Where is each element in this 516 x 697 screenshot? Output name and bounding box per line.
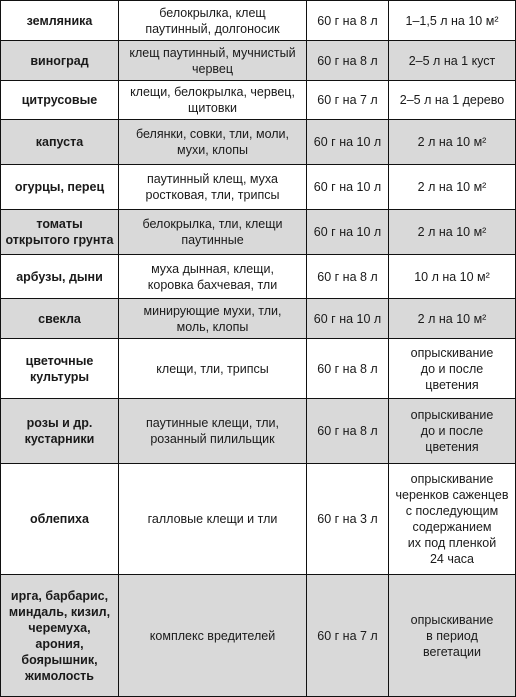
dose-cell: 60 г на 8 л <box>307 1 389 41</box>
pests-cell: минирующие мухи, тли, моль, клопы <box>119 299 307 339</box>
dose-cell: 60 г на 8 л <box>307 399 389 464</box>
consumption-cell: 2 л на 10 м² <box>389 210 516 255</box>
culture-cell: томаты открытого грунта <box>1 210 119 255</box>
consumption-cell: опрыскивание до и после цветения <box>389 399 516 464</box>
table-row <box>1 399 516 464</box>
culture-cell: капуста <box>1 120 119 165</box>
table-row <box>1 81 516 120</box>
pests-cell: галловые клещи и тли <box>119 464 307 575</box>
dose-cell: 60 г на 10 л <box>307 165 389 210</box>
dose-cell: 60 г на 8 л <box>307 339 389 399</box>
consumption-cell: 2–5 л на 1 куст <box>389 41 516 81</box>
pests-cell: комплекс вредителей <box>119 575 307 697</box>
dose-cell: 60 г на 7 л <box>307 575 389 697</box>
dose-cell: 60 г на 7 л <box>307 81 389 120</box>
culture-cell: розы и др. кустарники <box>1 399 119 464</box>
table-row <box>1 165 516 210</box>
table-row <box>1 41 516 81</box>
table-row <box>1 575 516 697</box>
culture-cell: виноград <box>1 41 119 81</box>
consumption-cell: 2 л на 10 м² <box>389 299 516 339</box>
consumption-cell: 2 л на 10 м² <box>389 120 516 165</box>
consumption-cell: 1–1,5 л на 10 м² <box>389 1 516 41</box>
consumption-cell: 2 л на 10 м² <box>389 165 516 210</box>
dose-cell: 60 г на 8 л <box>307 255 389 299</box>
culture-cell: огурцы, перец <box>1 165 119 210</box>
culture-cell: свекла <box>1 299 119 339</box>
consumption-cell: опрыскивание в период вегетации <box>389 575 516 697</box>
table-row <box>1 210 516 255</box>
table-row <box>1 1 516 41</box>
culture-cell: ирга, барбарис, миндаль, кизил, черемуха, арония, боярышник, жимолость <box>1 575 119 697</box>
dose-cell: 60 г на 10 л <box>307 210 389 255</box>
pests-cell: паутинный клещ, муха ростковая, тли, трипсы <box>119 165 307 210</box>
pests-cell: муха дынная, клещи, коровка бахчевая, тли <box>119 255 307 299</box>
culture-cell: земляника <box>1 1 119 41</box>
dose-cell: 60 г на 8 л <box>307 41 389 81</box>
culture-cell: цитрусовые <box>1 81 119 120</box>
table-row <box>1 464 516 575</box>
pests-cell: белянки, совки, тли, моли, мухи, клопы <box>119 120 307 165</box>
culture-cell: облепиха <box>1 464 119 575</box>
pests-cell: клещ паутинный, мучнистый червец <box>119 41 307 81</box>
consumption-cell: опрыскивание черенков саженцев с последующим содержанием их под пленкой 24 часа <box>389 464 516 575</box>
pests-cell: паутинные клещи, тли, розанный пилильщик <box>119 399 307 464</box>
pests-cell: клещи, белокрылка, червец, щитовки <box>119 81 307 120</box>
table-row <box>1 120 516 165</box>
consumption-cell: 2–5 л на 1 дерево <box>389 81 516 120</box>
dose-cell: 60 г на 10 л <box>307 299 389 339</box>
pests-cell: белокрылка, клещ паутинный, долгоносик <box>119 1 307 41</box>
pests-cell: белокрылка, тли, клещи паутинные <box>119 210 307 255</box>
dose-cell: 60 г на 3 л <box>307 464 389 575</box>
consumption-cell: опрыскивание до и после цветения <box>389 339 516 399</box>
table-row <box>1 339 516 399</box>
culture-cell: цветочные культуры <box>1 339 119 399</box>
table-row <box>1 299 516 339</box>
culture-cell: арбузы, дыни <box>1 255 119 299</box>
table-row <box>1 255 516 299</box>
pests-cell: клещи, тли, трипсы <box>119 339 307 399</box>
consumption-cell: 10 л на 10 м² <box>389 255 516 299</box>
dose-cell: 60 г на 10 л <box>307 120 389 165</box>
